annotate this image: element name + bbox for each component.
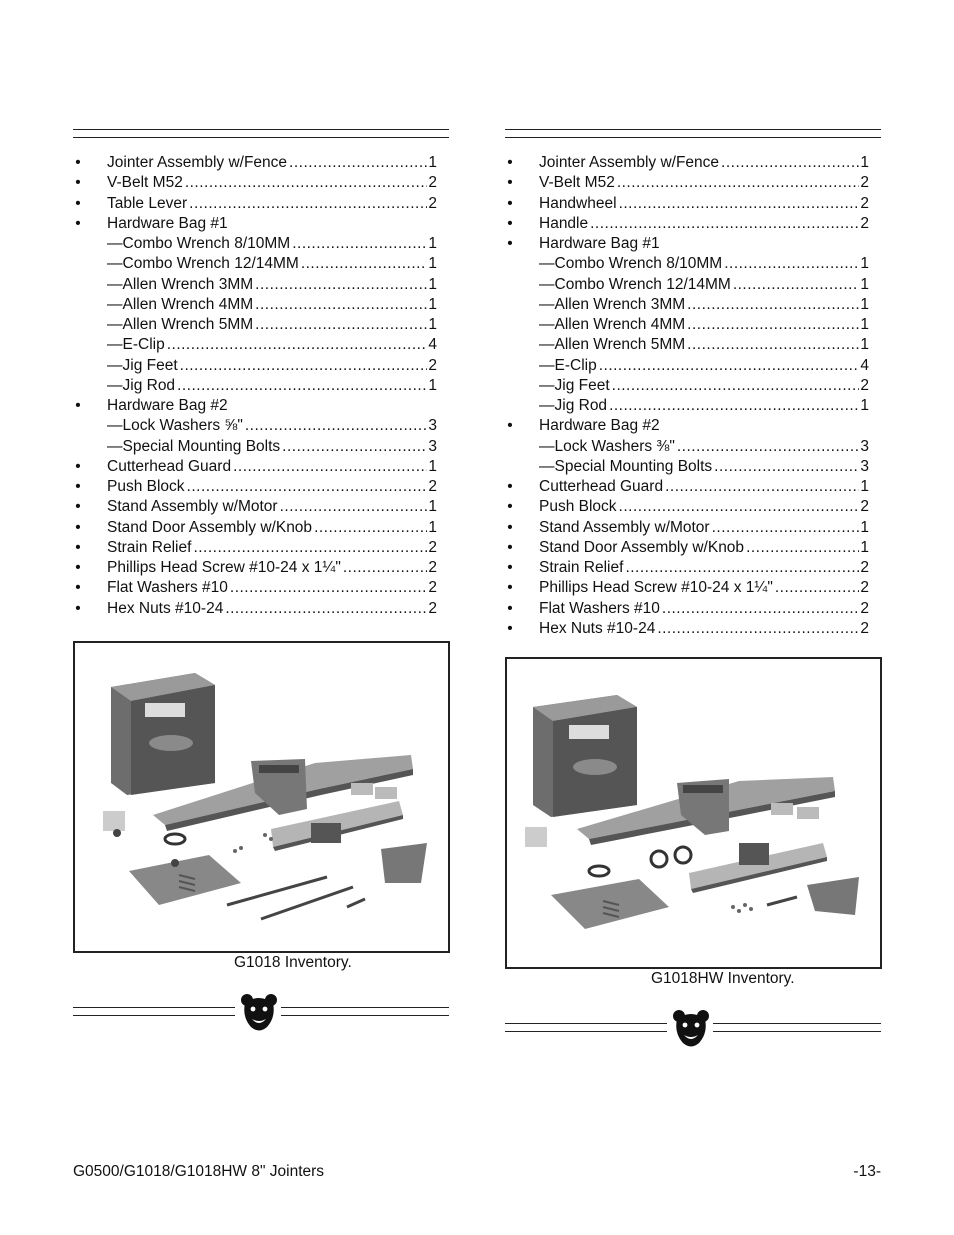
item-quantity: 2 [428, 356, 437, 374]
item-quantity: 2 [428, 174, 437, 192]
item-label: —Combo Wrench 8/10MM [107, 235, 291, 252]
bullet-icon: • [507, 154, 513, 171]
dot-leader [185, 173, 428, 193]
item-quantity: 1 [860, 154, 869, 171]
figure-caption-g1018hw: G1018HW Inventory. [651, 970, 795, 987]
dot-leader [677, 437, 860, 457]
dot-leader [662, 599, 859, 619]
list-item [505, 578, 875, 598]
item-quantity: 2 [860, 194, 869, 212]
inventory-photo-g1018 [73, 641, 450, 953]
item-quantity: 1 [860, 518, 869, 536]
item-label: —E-Clip [107, 336, 165, 354]
grizzly-bear-logo-icon [240, 993, 278, 1033]
dot-leader [193, 538, 427, 558]
list-item [505, 416, 875, 436]
jointer-inventory-illustration [507, 659, 880, 967]
list-item [505, 599, 875, 619]
manual-title: G0500/G1018/G1018HW 8" Jointers [73, 1163, 325, 1180]
page-number: -13- [853, 1163, 881, 1180]
list-item [73, 356, 443, 376]
bullet-icon: • [75, 498, 81, 516]
item-quantity: 4 [428, 336, 437, 354]
dot-leader [292, 234, 427, 254]
item-label: Phillips Head Screw #10-24 x 1¼" [107, 559, 341, 576]
item-label: Jointer Assembly w/Fence [107, 154, 288, 171]
dot-leader [245, 416, 428, 436]
dot-leader [721, 153, 859, 173]
grizzly-bear-logo-icon [672, 1009, 710, 1049]
item-quantity: 4 [860, 356, 869, 374]
dot-leader [746, 538, 859, 558]
item-label: Flat Washers #10 [107, 579, 228, 597]
bullet-icon: • [75, 457, 81, 475]
list-item [73, 214, 443, 234]
item-quantity: 2 [428, 194, 437, 212]
bullet-icon: • [507, 498, 513, 516]
item-quantity: 1 [428, 518, 437, 536]
dot-leader [599, 356, 860, 376]
list-item [505, 477, 875, 497]
list-item [505, 234, 875, 254]
dot-leader [314, 518, 427, 538]
item-label: —Allen Wrench 4MM [107, 295, 254, 313]
cutterhead-guard [381, 843, 427, 883]
list-item [73, 416, 443, 436]
item-quantity: 1 [428, 295, 437, 313]
item-label: Stand Assembly w/Motor [539, 518, 710, 536]
list-item [73, 457, 443, 477]
bullet-icon: • [75, 599, 81, 617]
dot-leader [687, 335, 859, 355]
fence-bracket [739, 843, 769, 865]
item-label: —Combo Wrench 12/14MM [107, 255, 299, 273]
list-item [505, 194, 875, 214]
item-quantity: 2 [428, 579, 437, 597]
item-quantity: 3 [428, 417, 437, 435]
inventory-list-g1018hw [505, 153, 875, 639]
item-label: Hex Nuts #10-24 [107, 599, 224, 617]
list-item [73, 396, 443, 416]
item-quantity: 2 [428, 599, 437, 617]
dot-leader [724, 254, 859, 274]
list-item [505, 315, 875, 335]
item-quantity: 1 [428, 376, 437, 394]
item-label: —Combo Wrench 8/10MM [539, 255, 723, 273]
item-quantity: 1 [860, 538, 869, 556]
dot-leader [619, 497, 860, 517]
dot-leader [225, 599, 427, 619]
bullet-icon: • [75, 214, 81, 232]
item-label: Stand Assembly w/Motor [107, 498, 278, 516]
list-item [505, 153, 875, 173]
list-item [73, 518, 443, 538]
dot-leader [280, 497, 428, 517]
item-label: —Jig Feet [539, 376, 610, 394]
dot-leader [289, 153, 427, 173]
list-item [73, 234, 443, 254]
bullet-icon: • [507, 538, 513, 556]
list-item [505, 173, 875, 193]
bullet-icon: • [75, 174, 81, 192]
dot-leader [714, 457, 859, 477]
item-label: —Combo Wrench 12/14MM [539, 275, 731, 293]
item-quantity: 1 [428, 255, 437, 273]
item-quantity: 1 [860, 478, 869, 495]
item-quantity: 2 [428, 478, 437, 495]
item-quantity: 1 [428, 235, 437, 252]
item-label: Cutterhead Guard [539, 478, 664, 495]
footer-rule-bear [505, 1012, 881, 1046]
item-label: Hardware Bag #1 [539, 235, 660, 252]
bullet-icon: • [507, 559, 513, 576]
dot-leader [167, 335, 428, 355]
item-label: Hardware Bag #2 [107, 397, 228, 414]
list-item [505, 254, 875, 274]
bullet-icon: • [507, 417, 513, 435]
item-quantity: 1 [428, 275, 437, 293]
item-label: Handwheel [539, 194, 617, 212]
item-quantity: 1 [860, 255, 869, 273]
bullet-icon: • [507, 599, 513, 617]
item-quantity: 2 [860, 174, 869, 192]
item-quantity: 2 [860, 599, 869, 617]
item-label: —Special Mounting Bolts [107, 437, 281, 455]
item-label: V-Belt M52 [107, 174, 183, 192]
v-belt [589, 866, 609, 876]
item-quantity: 1 [428, 498, 437, 516]
bullet-icon: • [75, 559, 81, 576]
dot-leader [255, 275, 427, 295]
item-label: Push Block [539, 498, 617, 516]
item-quantity: 2 [860, 619, 869, 637]
dot-leader [189, 194, 427, 214]
bullet-icon: • [75, 538, 81, 556]
list-item [73, 173, 443, 193]
list-item [505, 457, 875, 477]
bullet-icon: • [507, 174, 513, 192]
list-item [505, 518, 875, 538]
item-quantity: 3 [860, 437, 869, 455]
list-item [505, 538, 875, 558]
item-label: —Allen Wrench 3MM [539, 295, 686, 313]
dot-leader [609, 396, 859, 416]
dot-leader [665, 477, 859, 497]
dot-leader [712, 518, 860, 538]
list-item [73, 335, 443, 355]
item-quantity: 1 [860, 295, 869, 313]
dot-leader [255, 315, 427, 335]
list-item [73, 599, 443, 619]
bullet-icon: • [507, 478, 513, 495]
list-item [73, 558, 443, 578]
list-item [73, 578, 443, 598]
item-label: —Lock Washers ⅜" [539, 437, 675, 455]
dot-leader [687, 315, 859, 335]
list-item [505, 275, 875, 295]
item-quantity: 1 [428, 457, 437, 475]
item-quantity: 2 [860, 579, 869, 597]
item-label: Handle [539, 214, 589, 232]
list-item [73, 275, 443, 295]
bullet-icon: • [75, 194, 81, 212]
item-quantity: 1 [860, 397, 869, 414]
item-quantity: 3 [860, 457, 869, 475]
bullet-icon: • [507, 235, 513, 252]
item-quantity: 1 [860, 316, 869, 333]
item-label: —Allen Wrench 5MM [107, 316, 254, 333]
item-label: Strain Relief [539, 559, 624, 576]
item-label: Push Block [107, 478, 185, 495]
list-item [73, 477, 443, 497]
push-block [771, 803, 793, 815]
item-label: —Jig Rod [539, 397, 608, 414]
dot-leader [180, 356, 428, 376]
dot-leader [687, 295, 859, 315]
dot-leader [625, 558, 859, 578]
figure-caption-g1018: G1018 Inventory. [234, 954, 352, 971]
item-label: —Allen Wrench 5MM [539, 336, 686, 354]
item-quantity: 1 [860, 275, 869, 293]
item-quantity: 2 [428, 538, 437, 556]
item-label: —Allen Wrench 4MM [539, 316, 686, 333]
list-item [505, 214, 875, 234]
inventory-photo-g1018hw [505, 657, 882, 969]
item-label: —Jig Rod [107, 376, 176, 394]
list-item [73, 376, 443, 396]
bullet-icon: • [507, 194, 513, 212]
item-quantity: 2 [860, 559, 869, 576]
item-label: Hex Nuts #10-24 [539, 619, 656, 637]
item-label: —Allen Wrench 3MM [107, 275, 254, 293]
item-quantity: 3 [428, 437, 437, 455]
item-quantity: 2 [860, 214, 869, 232]
list-item [505, 376, 875, 396]
dot-leader [282, 437, 427, 457]
list-item [73, 153, 443, 173]
dot-leader [775, 578, 860, 598]
stand-door [551, 879, 669, 929]
item-label: —Lock Washers ⅝" [107, 417, 243, 435]
bullet-icon: • [75, 518, 81, 536]
item-label: Jointer Assembly w/Fence [539, 154, 720, 171]
v-belt [165, 834, 185, 844]
item-label: —Special Mounting Bolts [539, 457, 713, 475]
item-quantity: 1 [428, 316, 437, 333]
item-label: Hardware Bag #1 [107, 214, 228, 232]
item-label: V-Belt M52 [539, 174, 615, 192]
dot-leader [657, 619, 859, 639]
list-item [73, 295, 443, 315]
item-label: Phillips Head Screw #10-24 x 1¼" [539, 579, 773, 597]
dot-leader [343, 558, 428, 578]
list-item [73, 538, 443, 558]
jointer-inventory-illustration [75, 643, 448, 951]
footer-rule-bear [73, 996, 449, 1030]
list-item [505, 295, 875, 315]
item-label: Stand Door Assembly w/Knob [107, 518, 313, 536]
bullet-icon: • [75, 579, 81, 597]
switch-box [103, 811, 125, 831]
list-item [73, 437, 443, 457]
item-label: Hardware Bag #2 [539, 417, 660, 435]
item-label: Strain Relief [107, 538, 192, 556]
item-label: Stand Door Assembly w/Knob [539, 538, 745, 556]
item-label: —Jig Feet [107, 356, 178, 374]
switch-box [525, 827, 547, 847]
list-item [505, 558, 875, 578]
inventory-list-g1018 [73, 153, 443, 619]
stand-door [129, 855, 241, 905]
item-quantity: 1 [860, 336, 869, 354]
dot-leader [230, 578, 427, 598]
list-item [505, 619, 875, 639]
list-item [73, 315, 443, 335]
bullet-icon: • [75, 397, 81, 414]
handle [767, 897, 797, 905]
bullet-icon: • [75, 154, 81, 171]
item-quantity: 2 [860, 376, 869, 394]
dot-leader [187, 477, 428, 497]
dot-leader [233, 457, 427, 477]
bullet-icon: • [75, 478, 81, 495]
handwheel-icon [651, 851, 667, 867]
bullet-icon: • [507, 579, 513, 597]
list-item [505, 437, 875, 457]
list-item [505, 497, 875, 517]
fence-bracket [311, 823, 341, 843]
dot-leader [590, 214, 859, 234]
list-item [505, 335, 875, 355]
list-item [73, 254, 443, 274]
bullet-icon: • [507, 518, 513, 536]
bullet-icon: • [507, 619, 513, 637]
cutterhead-guard [807, 877, 859, 915]
item-quantity: 1 [428, 154, 437, 171]
bullet-icon: • [507, 214, 513, 232]
dot-leader [619, 194, 860, 214]
list-item [505, 396, 875, 416]
dot-leader [612, 376, 860, 396]
list-item [505, 356, 875, 376]
dot-leader [177, 376, 427, 396]
push-block [351, 783, 373, 795]
item-label: Table Lever [107, 194, 188, 212]
item-label: Cutterhead Guard [107, 457, 232, 475]
list-item [73, 194, 443, 214]
item-label: —E-Clip [539, 356, 597, 374]
item-quantity: 2 [428, 559, 437, 576]
item-label: Flat Washers #10 [539, 599, 660, 617]
item-quantity: 2 [860, 498, 869, 516]
dot-leader [255, 295, 427, 315]
dot-leader [617, 173, 860, 193]
list-item [73, 497, 443, 517]
dot-leader [301, 254, 428, 274]
dot-leader [733, 275, 860, 295]
